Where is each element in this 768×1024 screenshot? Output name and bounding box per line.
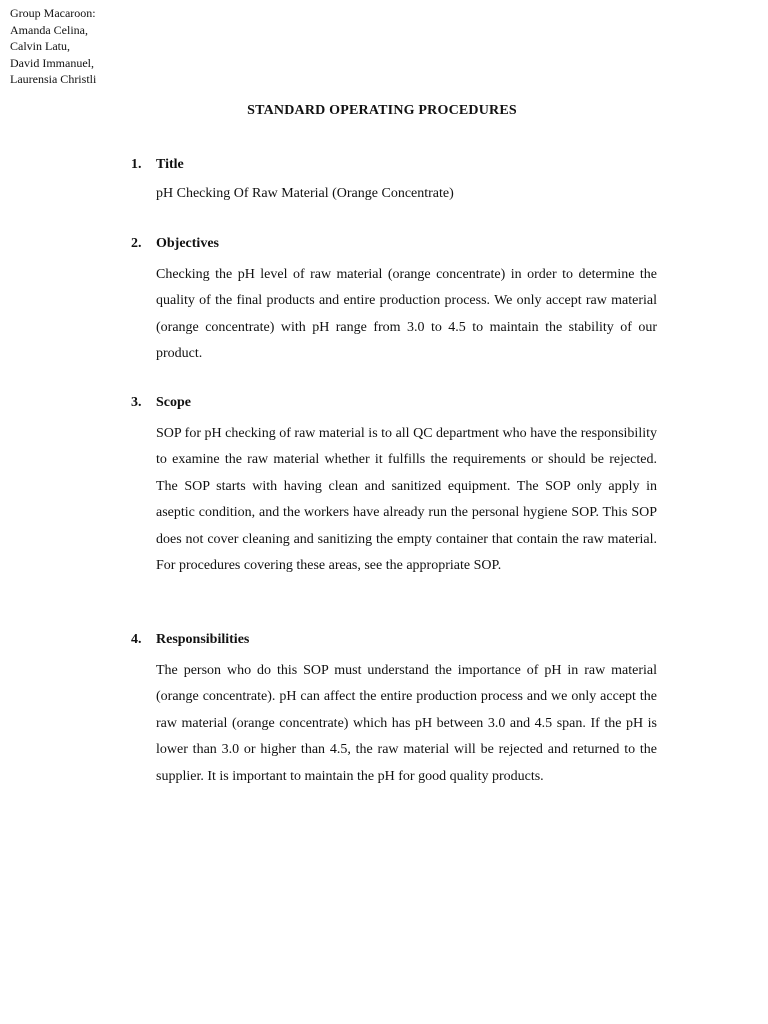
section-number: 2.: [131, 236, 142, 251]
section-body: pH Checking Of Raw Material (Orange Concentrate): [156, 186, 454, 201]
author-name: Calvin Latu,: [10, 39, 70, 53]
author-name: Amanda Celina,: [10, 22, 88, 37]
author-name: Laurensia Christli: [10, 72, 97, 86]
section-objectives: [131, 235, 657, 368]
section-number: 3.: [131, 395, 142, 410]
group-name: Group Macaroon:: [10, 6, 96, 20]
section-heading-text: Title: [156, 157, 184, 172]
section-title: [131, 156, 657, 207]
section-heading-text: Scope: [156, 395, 191, 410]
section-number: 4.: [131, 632, 142, 647]
section-responsibilities: [131, 631, 657, 790]
section-number: 1.: [131, 157, 142, 172]
section-heading-text: Responsibilities: [156, 632, 250, 647]
section-heading-text: Objectives: [156, 236, 219, 251]
section-heading: [131, 235, 657, 253]
section-heading: [131, 394, 657, 412]
section-heading: [131, 156, 657, 174]
section-body: The person who do this SOP must understand the importance of pH in raw material (orange concentrate). pH can affect the entire production process and we only accept the raw material (orange concentrate) which has pH between 3.0 and 4.5 span. If the pH is lower than 3.0 or higher than 4.5, the raw material will be rejected and returned to the supplier. It is important to maintain the pH for good quality products.: [156, 663, 657, 784]
author-name: David Immanuel,: [10, 55, 94, 70]
author-list: [10, 5, 96, 88]
section-heading: [131, 631, 657, 649]
section-body: SOP for pH checking of raw material is to all QC department who have the responsibility to examine the raw material whether it fulfills the requirements or should be rejected. The SOP starts with having clean and sanitized equipment. The SOP only apply in aseptic condition, and the workers have already run the personal hygiene SOP. This SOP does not cover cleaning and sanitizing the empty container that contain the raw material. For procedures covering these areas, see the appropriate SOP.: [156, 426, 657, 574]
section-scope: [131, 394, 657, 579]
section-body: Checking the pH level of raw material (orange concentrate) in order to determine the quality of the final products and entire production process. We only accept raw material (orange concentrate) with pH range from 3.0 to 4.5 to maintain the stability of our product.: [156, 267, 657, 362]
document-title: STANDARD OPERATING PROCEDURES: [247, 103, 517, 118]
